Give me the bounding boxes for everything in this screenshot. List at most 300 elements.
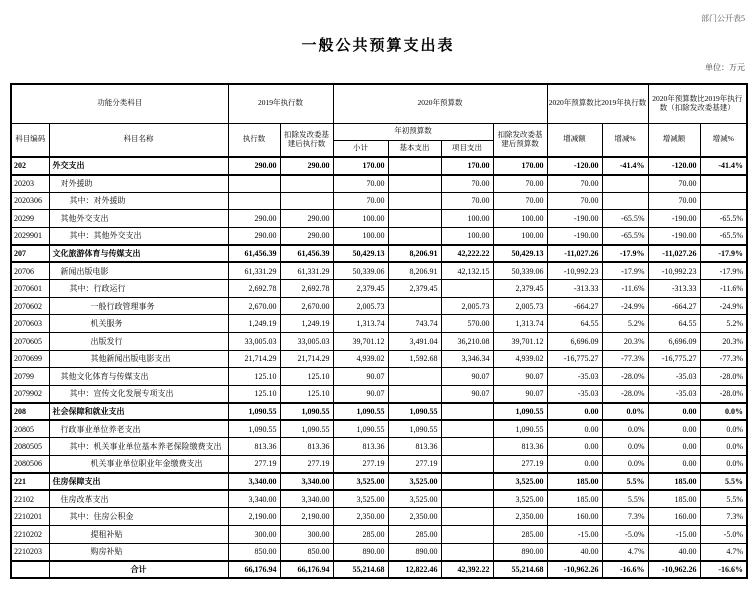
table-row [11,245,747,263]
value-cell: 100.00 [333,227,388,245]
table-header [11,84,747,157]
value-cell: 1,313.74 [493,315,547,333]
value-cell: 36,210.08 [441,332,493,350]
value-cell: 40.00 [648,543,700,561]
value-cell: 33,005.03 [228,332,280,350]
subject-name-cell: 购房补贴 [49,543,228,561]
subject-code-cell: 2070602 [11,297,49,315]
value-cell: 277.19 [388,455,441,473]
value-cell: 4,939.02 [333,350,388,368]
value-cell: 277.19 [280,455,333,473]
value-cell: 1,090.55 [228,403,280,421]
value-cell [700,192,747,210]
header-exec: 执行数 [228,123,280,157]
value-cell: 2,379.45 [388,280,441,298]
value-cell: 185.00 [648,473,700,491]
value-cell: 170.00 [333,157,388,175]
value-cell: 20.3% [700,332,747,350]
subject-code-cell: 22102 [11,490,49,508]
value-cell: 33,005.03 [280,332,333,350]
value-cell: 70.00 [547,192,602,210]
value-cell: 3,525.00 [493,490,547,508]
value-cell: 21,714.29 [228,350,280,368]
value-cell [441,473,493,491]
header-compare: 2020年预算数比2019年执行数 [547,84,648,123]
value-cell: -190.00 [547,227,602,245]
value-cell: 70.00 [333,192,388,210]
value-cell: 0.00 [547,455,602,473]
subject-code-cell: 2210202 [11,525,49,543]
table-body [11,157,747,578]
value-cell: 1,592.68 [388,350,441,368]
value-cell: -313.33 [648,280,700,298]
value-cell [388,210,441,228]
value-cell: 90.07 [441,385,493,403]
subject-name-cell: 一般行政管理事务 [49,297,228,315]
subject-name-cell: 社会保障和就业支出 [49,403,228,421]
value-cell: -65.5% [602,210,648,228]
value-cell: -15.00 [648,525,700,543]
subject-name-cell: 合计 [49,561,228,579]
value-cell: 50,339.06 [493,262,547,280]
value-cell: 813.36 [280,438,333,456]
value-cell: 3,340.00 [228,473,280,491]
header-exec-2019: 2019年执行数 [228,84,333,123]
value-cell: 4,939.02 [493,350,547,368]
table-row [11,315,747,333]
value-cell: 2,379.45 [333,280,388,298]
budget-expenditure-table [10,83,748,579]
value-cell: 890.00 [388,543,441,561]
value-cell: 3,346.34 [441,350,493,368]
value-cell: 1,090.55 [280,403,333,421]
subject-name-cell: 出版发行 [49,332,228,350]
table-row [11,438,747,456]
value-cell: -190.00 [547,210,602,228]
value-cell: 285.00 [493,525,547,543]
value-cell: 70.00 [493,192,547,210]
subject-name-cell: 其中：行政运行 [49,280,228,298]
header-initial-budget: 年初预算数 [333,123,493,140]
value-cell: 1,090.55 [228,420,280,438]
table-row [11,508,747,526]
table-row [11,350,747,368]
value-cell: 0.00 [648,438,700,456]
value-cell: -17.9% [700,262,747,280]
value-cell: 185.00 [547,490,602,508]
value-cell: 5.5% [700,473,747,491]
value-cell: -190.00 [648,227,700,245]
value-cell: 55,214.68 [333,561,388,579]
value-cell: 160.00 [547,508,602,526]
value-cell: 2,350.00 [388,508,441,526]
value-cell: 66,176.94 [228,561,280,579]
value-cell: 3,340.00 [280,473,333,491]
subject-code-cell: 208 [11,403,49,421]
value-cell: 64.55 [547,315,602,333]
value-cell: -28.0% [700,385,747,403]
value-cell: 70.00 [441,175,493,193]
value-cell: 2,670.00 [228,297,280,315]
value-cell [441,438,493,456]
value-cell: 8,206.91 [388,245,441,263]
value-cell: 70.00 [441,192,493,210]
value-cell: -664.27 [648,297,700,315]
value-cell [441,508,493,526]
value-cell: 0.0% [602,420,648,438]
header-basic-expense: 基本支出 [388,140,441,157]
value-cell: -11,027.26 [547,245,602,263]
value-cell: -65.5% [602,227,648,245]
value-cell: 743.74 [388,315,441,333]
value-cell: -313.33 [547,280,602,298]
value-cell [388,297,441,315]
subject-name-cell: 行政事业单位养老支出 [49,420,228,438]
value-cell: 90.07 [333,368,388,386]
value-cell: -120.00 [648,157,700,175]
value-cell: 7.3% [602,508,648,526]
value-cell: -15.00 [547,525,602,543]
page-title: 一般公共预算支出表 [301,38,455,54]
value-cell [602,192,648,210]
value-cell: 0.00 [547,420,602,438]
header-change-amount: 增减额 [547,123,602,157]
value-cell: -190.00 [648,210,700,228]
subject-name-cell: 其中：机关事业单位基本养老保险缴费支出 [49,438,228,456]
value-cell [388,368,441,386]
value-cell: -17.9% [602,245,648,263]
value-cell: -16.6% [700,561,747,579]
subject-code-cell: 2210203 [11,543,49,561]
value-cell: 0.0% [700,438,747,456]
subject-code-cell: 20799 [11,368,49,386]
value-cell: 1,090.55 [388,403,441,421]
value-cell: 90.07 [333,385,388,403]
value-cell: -664.27 [547,297,602,315]
subject-code-cell: 2079902 [11,385,49,403]
value-cell: -17.9% [700,245,747,263]
table-row [11,385,747,403]
subject-code-cell: 2070699 [11,350,49,368]
value-cell: 0.00 [547,438,602,456]
value-cell: -77.3% [602,350,648,368]
value-cell: 3,525.00 [493,473,547,491]
table-row [11,192,747,210]
value-cell: -5.0% [602,525,648,543]
value-cell: 2,190.00 [228,508,280,526]
value-cell: 100.00 [441,227,493,245]
value-cell: 813.36 [333,438,388,456]
value-cell: -41.4% [700,157,747,175]
value-cell: 570.00 [441,315,493,333]
value-cell: 64.55 [648,315,700,333]
value-cell: 20.3% [602,332,648,350]
header-subject-code: 科目编码 [11,123,49,157]
value-cell: 5.5% [602,473,648,491]
value-cell: 813.36 [493,438,547,456]
value-cell [388,192,441,210]
subject-name-cell: 对外援助 [49,175,228,193]
value-cell: 290.00 [280,210,333,228]
value-cell: 850.00 [280,543,333,561]
subject-code-cell: 2020306 [11,192,49,210]
table-row [11,455,747,473]
subject-name-cell: 其中：对外援助 [49,192,228,210]
value-cell: 125.10 [280,368,333,386]
header-compare-excl: 2020年预算数比2019年执行数（扣除发改委基建） [648,84,747,123]
value-cell: 2,692.78 [228,280,280,298]
table-row [11,368,747,386]
value-cell: 66,176.94 [280,561,333,579]
value-cell: 100.00 [493,210,547,228]
subject-name-cell: 机关事业单位职业年金缴费支出 [49,455,228,473]
value-cell: 300.00 [280,525,333,543]
value-cell: 3,491.04 [388,332,441,350]
subject-name-cell: 其他文化体育与传媒支出 [49,368,228,386]
value-cell: 890.00 [493,543,547,561]
value-cell: 813.36 [388,438,441,456]
subject-code-cell: 2029901 [11,227,49,245]
subject-code-cell [11,561,49,579]
value-cell [388,227,441,245]
subject-name-cell: 机关服务 [49,315,228,333]
value-cell: 2,692.78 [280,280,333,298]
table-row [11,473,747,491]
value-cell: 1,249.19 [280,315,333,333]
value-cell: 1,090.55 [333,403,388,421]
value-cell: 1,090.55 [493,420,547,438]
unit-label: 单位：万元 [705,63,745,72]
value-cell: 8,206.91 [388,262,441,280]
value-cell: 50,429.13 [333,245,388,263]
value-cell [441,543,493,561]
value-cell: 2,670.00 [280,297,333,315]
value-cell [228,192,280,210]
value-cell: 125.10 [280,385,333,403]
value-cell: 170.00 [493,157,547,175]
value-cell: 290.00 [280,227,333,245]
value-cell: 70.00 [333,175,388,193]
value-cell: 12,822.46 [388,561,441,579]
subject-name-cell: 提租补贴 [49,525,228,543]
value-cell: 277.19 [228,455,280,473]
value-cell [228,175,280,193]
value-cell: 55,214.68 [493,561,547,579]
value-cell: -35.03 [547,385,602,403]
value-cell: 0.00 [648,403,700,421]
value-cell: 100.00 [333,210,388,228]
value-cell: 1,090.55 [388,420,441,438]
value-cell: 185.00 [547,473,602,491]
subject-code-cell: 221 [11,473,49,491]
table-row [11,490,747,508]
value-cell [700,175,747,193]
value-cell: 61,456.39 [280,245,333,263]
value-cell: -10,962.26 [648,561,700,579]
value-cell: 290.00 [280,157,333,175]
value-cell [441,455,493,473]
table-row [11,227,747,245]
value-cell: 0.0% [602,438,648,456]
value-cell: 42,222.22 [441,245,493,263]
value-cell: 5.5% [700,490,747,508]
value-cell: 285.00 [333,525,388,543]
value-cell: -11.6% [700,280,747,298]
subject-code-cell: 20203 [11,175,49,193]
header-subtotal: 小计 [333,140,388,157]
value-cell: 5.2% [700,315,747,333]
value-cell: 39,701.12 [333,332,388,350]
value-cell: 0.00 [648,420,700,438]
value-cell [388,157,441,175]
value-cell: 1,090.55 [280,420,333,438]
value-cell: 290.00 [228,157,280,175]
value-cell: 4.7% [700,543,747,561]
header-exec-excl: 扣除发改委基建后执行数 [280,123,333,157]
value-cell: 2,379.45 [493,280,547,298]
value-cell: 0.0% [602,455,648,473]
value-cell: 3,340.00 [228,490,280,508]
value-cell: -24.9% [700,297,747,315]
table-row [11,420,747,438]
value-cell: 3,340.00 [280,490,333,508]
value-cell: 277.19 [333,455,388,473]
value-cell: 50,429.13 [493,245,547,263]
table-row [11,297,747,315]
value-cell: 0.00 [648,455,700,473]
value-cell: -65.5% [700,227,747,245]
header-subject-name: 科目名称 [49,123,228,157]
value-cell: 890.00 [333,543,388,561]
value-cell: 90.07 [493,385,547,403]
value-cell: 125.10 [228,368,280,386]
value-cell: 813.36 [228,438,280,456]
table-row [11,210,747,228]
value-cell: 40.00 [547,543,602,561]
value-cell: 850.00 [228,543,280,561]
header-project-expense: 项目支出 [441,140,493,157]
value-cell: -120.00 [547,157,602,175]
value-cell: 125.10 [228,385,280,403]
value-cell: -28.0% [700,368,747,386]
subject-code-cell: 202 [11,157,49,175]
header-func-category: 功能分类科目 [11,84,228,123]
subject-code-cell: 2070603 [11,315,49,333]
value-cell: -5.0% [700,525,747,543]
value-cell: 3,525.00 [333,490,388,508]
value-cell: 61,456.39 [228,245,280,263]
value-cell: 6,696.09 [547,332,602,350]
value-cell [441,403,493,421]
value-cell [441,490,493,508]
value-cell: 0.0% [700,403,747,421]
value-cell: 7.3% [700,508,747,526]
value-cell: -35.03 [648,385,700,403]
subject-name-cell: 其中：其他外交支出 [49,227,228,245]
value-cell: -16.6% [602,561,648,579]
subject-name-cell: 新闻出版电影 [49,262,228,280]
value-cell: -11,027.26 [648,245,700,263]
value-cell: -17.9% [602,262,648,280]
value-cell: 42,132.15 [441,262,493,280]
subject-code-cell: 2080505 [11,438,49,456]
value-cell: 0.0% [700,455,747,473]
value-cell: 1,090.55 [333,420,388,438]
value-cell: 2,005.73 [493,297,547,315]
value-cell [388,385,441,403]
value-cell: 5.2% [602,315,648,333]
subject-code-cell: 20805 [11,420,49,438]
subject-name-cell: 外交支出 [49,157,228,175]
value-cell [441,525,493,543]
value-cell: 290.00 [228,210,280,228]
header-change-pct-excl: 增减% [700,123,747,157]
value-cell: 0.00 [547,403,602,421]
value-cell: 3,525.00 [388,473,441,491]
table-row [11,561,747,579]
value-cell: 90.07 [441,368,493,386]
value-cell: 4.7% [602,543,648,561]
subject-code-cell: 20706 [11,262,49,280]
value-cell: 6,696.09 [648,332,700,350]
value-cell: 170.00 [441,157,493,175]
value-cell: -16,775.27 [547,350,602,368]
value-cell: 70.00 [648,192,700,210]
document-form-label: 部门公开表5 [701,14,745,23]
value-cell: 2,350.00 [493,508,547,526]
subject-name-cell: 住房改革支出 [49,490,228,508]
value-cell: 2,190.00 [280,508,333,526]
value-cell: -10,962.26 [547,561,602,579]
value-cell: -11.6% [602,280,648,298]
subject-code-cell: 2070605 [11,332,49,350]
value-cell: 290.00 [228,227,280,245]
subject-code-cell: 2080506 [11,455,49,473]
value-cell: -65.5% [700,210,747,228]
value-cell: 100.00 [493,227,547,245]
value-cell: -10,992.23 [648,262,700,280]
value-cell: 160.00 [648,508,700,526]
value-cell [441,280,493,298]
value-cell: 1,249.19 [228,315,280,333]
value-cell: 1,313.74 [333,315,388,333]
value-cell: 61,331.29 [228,262,280,280]
value-cell: 300.00 [228,525,280,543]
value-cell: 3,525.00 [333,473,388,491]
value-cell [388,175,441,193]
subject-code-cell: 207 [11,245,49,263]
value-cell: -10,992.23 [547,262,602,280]
subject-name-cell: 其中：住房公积金 [49,508,228,526]
header-change-amount-excl: 增减额 [648,123,700,157]
value-cell: 185.00 [648,490,700,508]
value-cell: 70.00 [547,175,602,193]
table-row [11,543,747,561]
value-cell [280,192,333,210]
subject-code-cell: 20299 [11,210,49,228]
subject-name-cell: 住房保障支出 [49,473,228,491]
subject-name-cell: 其中：宣传文化发展专项支出 [49,385,228,403]
subject-name-cell: 其他外交支出 [49,210,228,228]
value-cell: -35.03 [648,368,700,386]
value-cell: 0.0% [602,403,648,421]
value-cell [280,175,333,193]
subject-name-cell: 文化旅游体育与传媒支出 [49,245,228,263]
value-cell: -28.0% [602,385,648,403]
table-row [11,403,747,421]
value-cell: 285.00 [388,525,441,543]
value-cell: 90.07 [493,368,547,386]
